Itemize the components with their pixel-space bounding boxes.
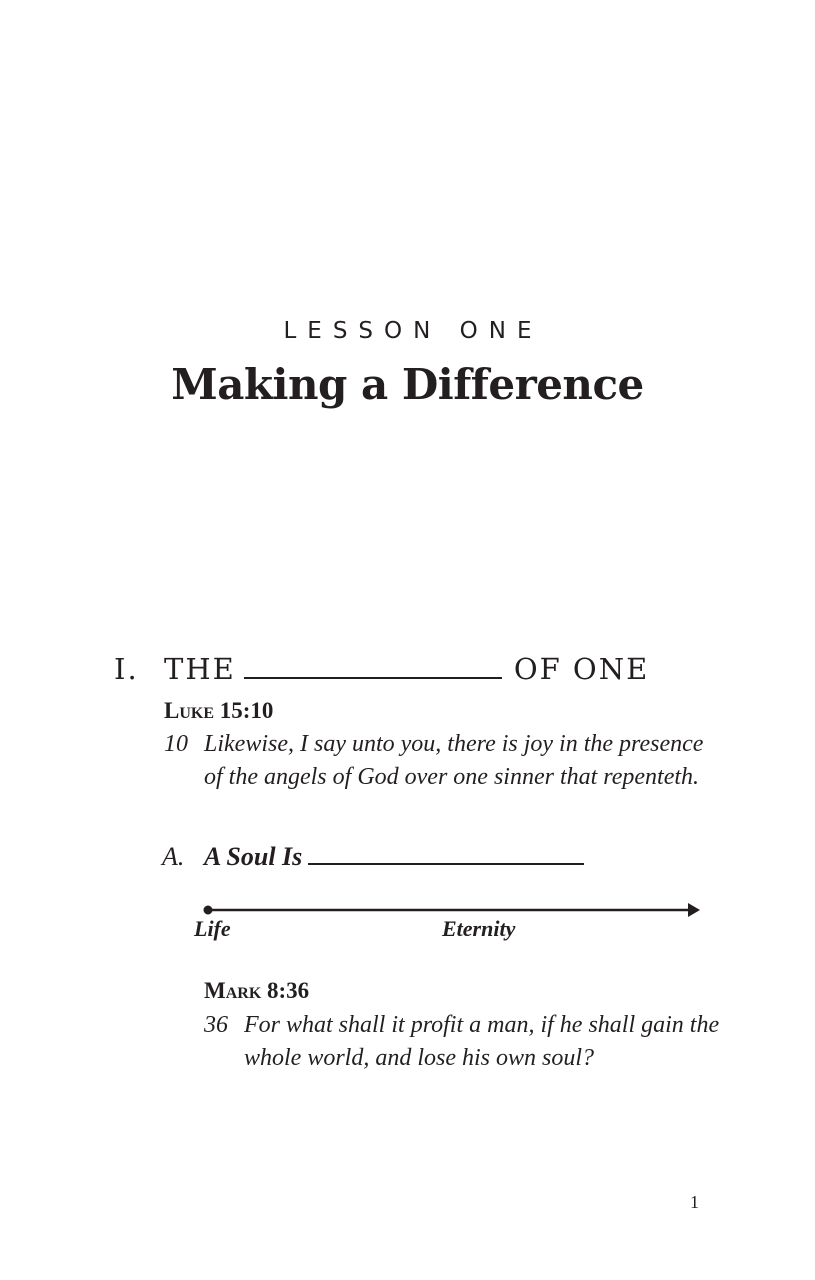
verse-text: For what shall it profit a man, if he shall gain the whole world, and lose his own soul?: [244, 1012, 720, 1071]
verse-number: 10: [164, 731, 188, 757]
timeline-end-label: Eternity: [442, 916, 516, 941]
lesson-label: LESSON ONE: [283, 318, 543, 344]
page-number: 1: [690, 1192, 699, 1212]
subsection-letter: A.: [162, 842, 185, 871]
section-heading-before: THE: [164, 652, 236, 686]
subsection-heading: [162, 842, 584, 872]
section-heading-after: OF ONE: [513, 652, 650, 686]
scripture-verse: [204, 1009, 724, 1075]
timeline-arrowhead: [688, 903, 700, 917]
scripture-reference: Mark 8:36: [204, 978, 310, 1003]
fill-in-blank: [244, 676, 502, 679]
section-heading: [114, 652, 649, 686]
fill-in-blank: [308, 862, 584, 865]
scripture-reference: Luke 15:10: [164, 698, 274, 723]
subsection-heading-text: A Soul Is: [204, 842, 303, 871]
verse-number: 36: [204, 1012, 228, 1038]
section-numeral: I.: [114, 652, 139, 686]
timeline-start-label: Life: [194, 916, 231, 941]
scripture-verse: [164, 728, 724, 794]
verse-text: Likewise, I say unto you, there is joy in the presence of the angels of God over one sinner that repenteth.: [204, 731, 704, 790]
lesson-title: Making a Difference: [171, 360, 644, 409]
